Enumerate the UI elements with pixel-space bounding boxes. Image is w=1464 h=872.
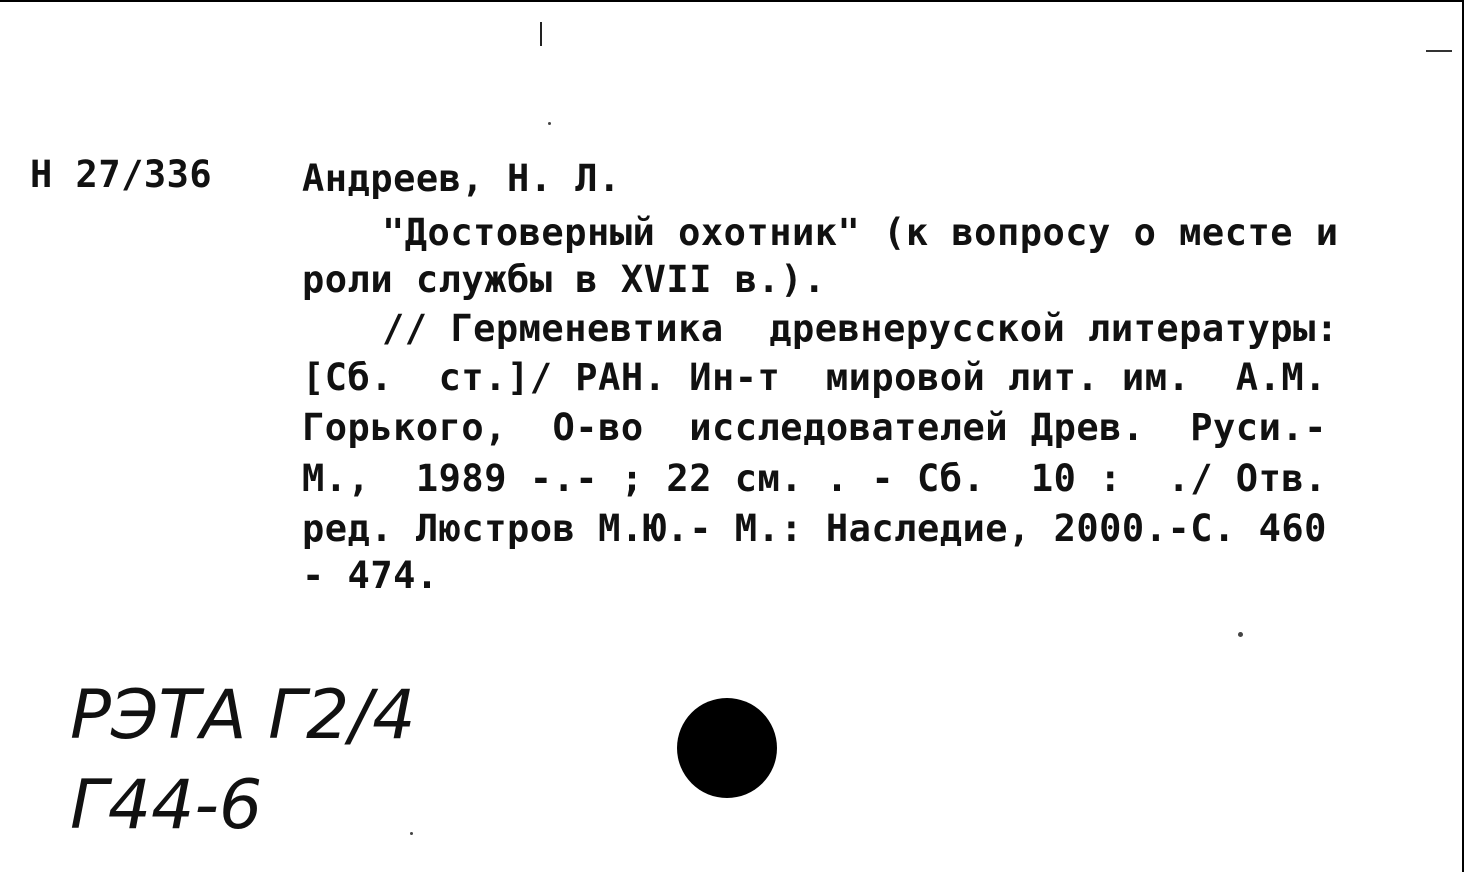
dust-speck xyxy=(1238,632,1243,637)
handwritten-call-number: Г44-6 xyxy=(70,766,263,845)
dust-speck xyxy=(410,832,413,835)
source-line: // Герменевтика древнерусской литературы: xyxy=(382,307,1339,350)
title-line: роли службы в XVII в.). xyxy=(302,258,826,301)
top-mark xyxy=(540,22,542,46)
author-name: Андреев, Н. Л. xyxy=(302,157,621,200)
source-line: - 474. xyxy=(302,554,439,597)
handwritten-call-number: РЭТА Г2/4 xyxy=(70,676,416,755)
source-line: М., 1989 -.- ; 22 см. . - Сб. 10 : ./ Отв. xyxy=(302,457,1327,500)
dust-speck xyxy=(548,122,551,125)
shelfmark: Н 27/336 xyxy=(30,153,213,196)
punch-hole xyxy=(677,698,777,798)
source-line: Горького, О-во исследователей Древ. Руси.- xyxy=(302,406,1327,449)
edge-mark xyxy=(1426,50,1452,52)
source-line: [Сб. ст.]/ РАН. Ин-т мировой лит. им. А.М. xyxy=(302,356,1327,399)
title-line: "Достоверный охотник" (к вопросу о месте и xyxy=(382,211,1339,254)
source-line: ред. Люстров М.Ю.- М.: Наследие, 2000.-С. 460 xyxy=(302,507,1327,550)
